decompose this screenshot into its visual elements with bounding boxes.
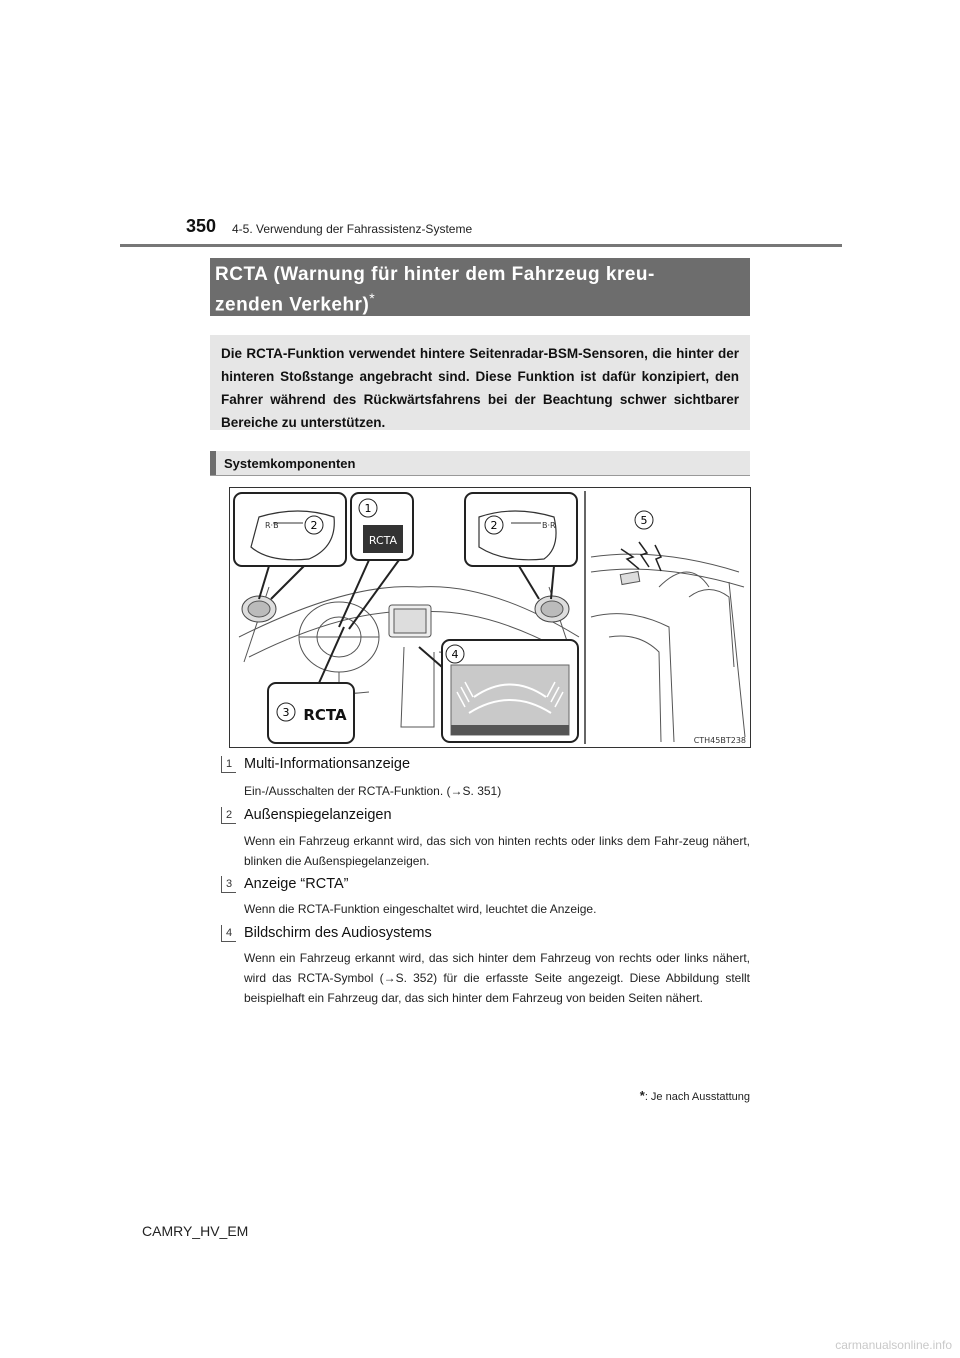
item-2-title: Außenspiegelanzeigen [244, 807, 392, 823]
footnote-marker: * [639, 1088, 645, 1103]
item-1-desc: Ein-/Ausschalten der RCTA-Funktion. (→S. 351) [244, 784, 502, 798]
mirror-left-drawing [242, 596, 276, 622]
item-1-number: 1 [221, 756, 236, 773]
item-4-desc: Wenn ein Fahrzeug erkannt wird, das sich hinter dem Fahrzeug von rechts oder links nähert, wird das RCTA-Symbol (→S. 352) für die erfasste Seite angezeigt. Diese Abbildung stellt beispielhaft ein Fahrzeug dar, das sich hinter dem Fahrzeug von beiden Seiten nähert. [244, 951, 750, 1005]
svg-text:B·R: B·R [542, 521, 556, 530]
item-1-title: Multi-Informationsanzeige [244, 756, 411, 772]
item-4-number: 4 [221, 925, 236, 942]
svg-text:4: 4 [451, 648, 459, 661]
section-heading-label: Systemkomponenten [224, 456, 356, 471]
title-line-2-text: zenden Verkehr) [215, 294, 370, 316]
intro-text: Die RCTA-Funktion verwendet hintere Seitenradar-BSM-Sensoren, die hinter der hinteren Stoßstange angebracht sind. Diese Funktion ist dafür konzipiert, den Fahrer während des Rückwärtsfahrens bei der Beachtung schwer sichtbarer Bereiche zu unterstützen. [221, 346, 739, 430]
figure-code: CTH45BT238 [693, 736, 746, 745]
item-2-desc: Wenn ein Fahrzeug erkannt wird, das sich von hinten rechts oder links dem Fahr-zeug nähert, blinken die Außenspiegelanzeigen. [244, 834, 750, 868]
svg-text:3: 3 [282, 706, 290, 719]
item-3-title: Anzeige “RCTA” [244, 876, 349, 892]
title-footnote-marker: * [369, 290, 376, 306]
svg-text:2: 2 [310, 519, 318, 532]
mirror-right-drawing [535, 596, 569, 622]
callout-2-right [485, 516, 503, 534]
watermark: carmanualsonline.info [835, 1338, 952, 1352]
svg-text:5: 5 [640, 514, 648, 527]
header-rule [120, 244, 842, 247]
indicator-rcta-label: RCTA [303, 706, 347, 724]
section-accent [210, 451, 216, 475]
callout-2-left [305, 516, 323, 534]
item-2-number: 2 [221, 807, 236, 824]
system-components-figure [229, 487, 751, 748]
svg-text:R·B: R·B [265, 521, 279, 530]
page-number: 350 [186, 216, 217, 236]
callout-4 [446, 645, 464, 663]
callout-5 [635, 511, 653, 529]
footer-doc-code: CAMRY_HV_EM [142, 1223, 249, 1239]
item-3-number: 3 [221, 876, 236, 893]
svg-text:1: 1 [364, 502, 372, 515]
title-line-1: RCTA (Warnung für hinter dem Fahrzeug kreu- [215, 264, 655, 285]
display-rcta-label: RCTA [368, 534, 398, 547]
svg-text:2: 2 [490, 519, 498, 532]
page-title [210, 258, 750, 316]
item-4-title: Bildschirm des Audiosystems [244, 925, 432, 941]
callout-1 [359, 499, 377, 517]
section-heading [210, 451, 750, 476]
callout-3 [277, 703, 295, 721]
footnote [640, 1088, 750, 1103]
footnote-text: : Je nach Ausstattung [644, 1091, 750, 1103]
intro-box [210, 335, 750, 430]
running-header: 4-5. Verwendung der Fahrassistenz-Systeme [232, 222, 473, 236]
item-3-desc: Wenn die RCTA-Funktion eingeschaltet wird, leuchtet die Anzeige. [244, 902, 597, 916]
title-line-2 [215, 290, 375, 316]
